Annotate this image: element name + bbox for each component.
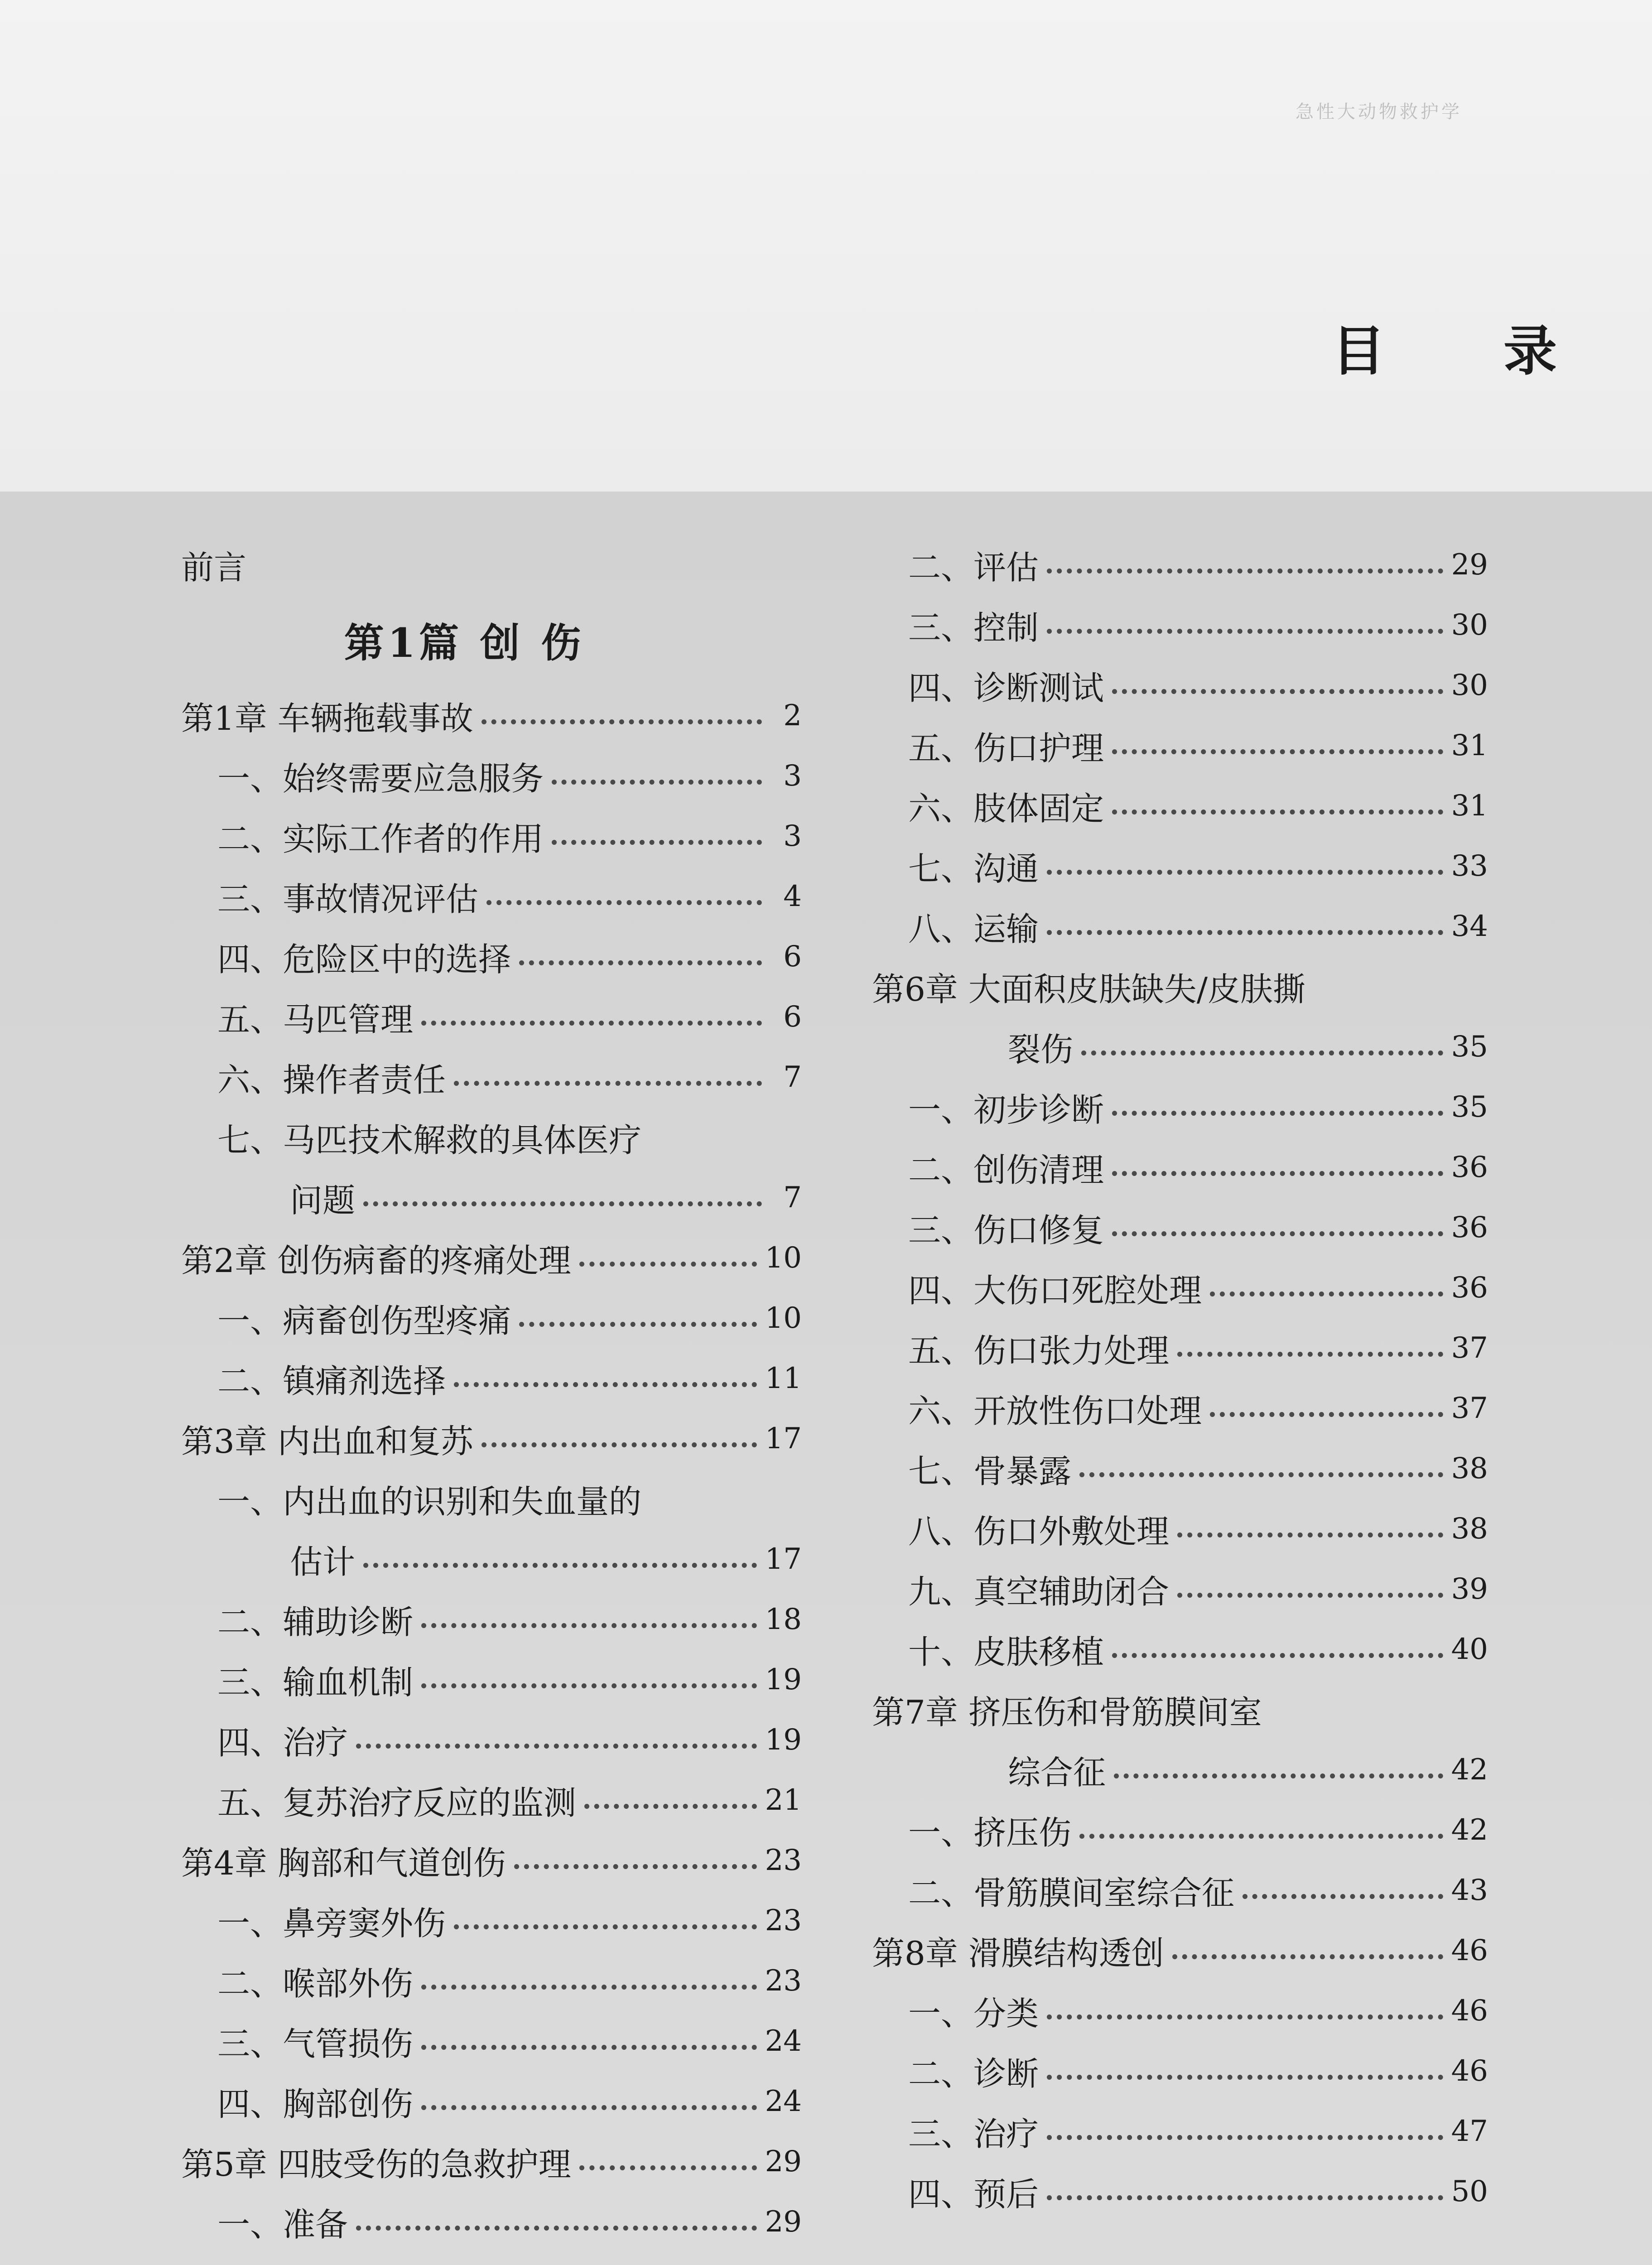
toc-label: 二、评估 bbox=[908, 548, 1039, 587]
toc-page-number: 17 bbox=[765, 1422, 802, 1455]
toc-page-number: 42 bbox=[1451, 1753, 1488, 1787]
dot-leader bbox=[519, 960, 762, 965]
toc-label: 二、辅助诊断 bbox=[217, 1603, 414, 1641]
toc-page-number: 31 bbox=[1451, 728, 1488, 762]
toc-page-number: 38 bbox=[1451, 1451, 1488, 1485]
toc-label: 三、输血机制 bbox=[217, 1663, 414, 1701]
toc-page-number: 7 bbox=[783, 1060, 802, 1094]
toc-page-number: 3 bbox=[783, 819, 802, 853]
toc-page-number: 46 bbox=[1451, 1933, 1488, 1967]
toc-section bbox=[181, 2071, 802, 2131]
toc-left-column bbox=[181, 535, 802, 2252]
toc-page-number: 18 bbox=[765, 1602, 802, 1636]
dot-leader bbox=[1047, 930, 1443, 935]
dot-leader bbox=[454, 1382, 757, 1387]
dot-leader bbox=[482, 1442, 757, 1447]
toc-section bbox=[181, 2192, 802, 2252]
toc-label: 二、实际工作者的作用 bbox=[217, 819, 544, 858]
dot-leader bbox=[1210, 1292, 1443, 1296]
toc-chapter bbox=[872, 1920, 1488, 1981]
dot-leader bbox=[356, 2226, 757, 2231]
toc-label: 五、伤口张力处理 bbox=[908, 1331, 1170, 1370]
toc-page-number: 37 bbox=[1451, 1391, 1488, 1425]
toc-chapter bbox=[181, 1830, 802, 1890]
toc-page-number: 31 bbox=[1451, 789, 1488, 823]
toc-label: 七、沟通 bbox=[908, 849, 1039, 888]
toc-chapter bbox=[181, 1228, 802, 1288]
toc-chapter bbox=[181, 685, 802, 746]
toc-label: 二、喉部外伤 bbox=[217, 1964, 414, 2003]
toc-label: 第4章 胸部和气道创伤 bbox=[181, 1844, 506, 1882]
toc-section bbox=[872, 1619, 1488, 1679]
dot-leader bbox=[1047, 629, 1443, 634]
toc-page-number: 23 bbox=[765, 1904, 802, 1937]
toc-page-number: 19 bbox=[765, 1663, 802, 1696]
dot-leader bbox=[1047, 569, 1443, 573]
toc-page-number: 37 bbox=[1451, 1331, 1488, 1365]
toc-label: 三、治疗 bbox=[908, 2115, 1039, 2153]
toc-page-number: 6 bbox=[783, 1000, 802, 1034]
toc-page-number: 33 bbox=[1451, 849, 1488, 883]
dot-leader bbox=[486, 900, 762, 905]
toc-section bbox=[872, 1258, 1488, 1318]
toc-section bbox=[872, 776, 1488, 836]
toc-label: 四、预后 bbox=[908, 2175, 1039, 2213]
dot-leader bbox=[1112, 689, 1443, 694]
toc-title: 目 录 bbox=[1332, 319, 1607, 382]
dot-leader bbox=[514, 1864, 757, 1869]
toc-section bbox=[872, 1137, 1488, 1197]
dot-leader bbox=[1210, 1412, 1443, 1417]
toc-label: 四、胸部创伤 bbox=[217, 2085, 414, 2123]
toc-section bbox=[872, 1318, 1488, 1378]
toc-label: 第2章 创伤病畜的疼痛处理 bbox=[181, 1241, 571, 1280]
dot-leader bbox=[1112, 749, 1443, 754]
toc-section bbox=[181, 1589, 802, 1649]
dot-leader bbox=[1047, 2135, 1443, 2140]
toc-page-number: 24 bbox=[765, 2024, 802, 2058]
dot-leader bbox=[421, 2045, 757, 2050]
toc-entry-continuation bbox=[181, 1167, 802, 1228]
toc-page-number: 29 bbox=[1451, 548, 1488, 582]
toc-label: 第1章 车辆拖载事故 bbox=[181, 699, 473, 737]
dot-leader bbox=[1047, 2014, 1443, 2019]
running-head: 急性大动物救护学 bbox=[1296, 101, 1462, 122]
toc-page-number: 35 bbox=[1451, 1030, 1488, 1064]
toc-label: 十、皮肤移植 bbox=[908, 1633, 1104, 1671]
toc-label: 问题 bbox=[290, 1181, 356, 1219]
toc-page-number: 36 bbox=[1451, 1271, 1488, 1305]
toc-page-number: 30 bbox=[1451, 608, 1488, 642]
toc-section bbox=[181, 1469, 802, 1529]
toc-label: 二、骨筋膜间室综合征 bbox=[908, 1874, 1235, 1912]
toc-section bbox=[872, 655, 1488, 715]
toc-section bbox=[872, 2041, 1488, 2101]
dot-leader bbox=[421, 1683, 757, 1688]
toc-label: 九、真空辅助闭合 bbox=[908, 1572, 1170, 1611]
toc-label: 六、肢体固定 bbox=[908, 789, 1104, 828]
toc-label: 七、马匹技术解救的具体医疗 bbox=[217, 1121, 642, 1159]
dot-leader bbox=[1047, 2195, 1443, 2200]
dot-leader bbox=[552, 780, 762, 785]
toc-label: 二、镇痛剂选择 bbox=[217, 1362, 446, 1400]
page-header-area bbox=[0, 0, 1652, 492]
toc-page-number: 4 bbox=[783, 879, 802, 913]
dot-leader bbox=[356, 1744, 757, 1749]
dot-leader bbox=[584, 1804, 757, 1809]
toc-section bbox=[181, 2011, 802, 2071]
toc-page-number: 23 bbox=[765, 1843, 802, 1877]
toc-section bbox=[872, 1981, 1488, 2041]
toc-label: 四、诊断测试 bbox=[908, 669, 1104, 707]
toc-page-number: 34 bbox=[1451, 909, 1488, 943]
toc-label: 第8章 滑膜结构透创 bbox=[872, 1934, 1164, 1972]
toc-label: 一、内出血的识别和失血量的 bbox=[217, 1482, 642, 1521]
dot-leader bbox=[1081, 1051, 1443, 1055]
toc-section bbox=[872, 1559, 1488, 1619]
toc-section bbox=[181, 1107, 802, 1167]
dot-leader bbox=[454, 1924, 757, 1929]
toc-page-number: 29 bbox=[765, 2205, 802, 2239]
toc-section bbox=[872, 595, 1488, 655]
toc-label: 一、分类 bbox=[908, 1994, 1039, 2033]
toc-section bbox=[872, 1438, 1488, 1499]
toc-page-number: 3 bbox=[783, 759, 802, 793]
toc-section bbox=[872, 1077, 1488, 1137]
toc-page-number: 40 bbox=[1451, 1632, 1488, 1666]
toc-label: 六、开放性伤口处理 bbox=[908, 1392, 1202, 1430]
toc-label: 估计 bbox=[290, 1542, 356, 1581]
toc-page-number: 42 bbox=[1451, 1813, 1488, 1847]
toc-label: 第6章 大面积皮肤缺失/皮肤撕 bbox=[872, 970, 1305, 1008]
toc-page-number: 24 bbox=[765, 2084, 802, 2118]
toc-label: 第3章 内出血和复苏 bbox=[181, 1422, 473, 1460]
dot-leader bbox=[421, 2105, 757, 2110]
toc-section bbox=[181, 987, 802, 1047]
toc-label: 四、危险区中的选择 bbox=[217, 940, 511, 978]
toc-label: 七、骨暴露 bbox=[908, 1452, 1072, 1490]
toc-label: 八、运输 bbox=[908, 910, 1039, 948]
toc-page-number: 29 bbox=[765, 2145, 802, 2178]
toc-page-number: 50 bbox=[1451, 2174, 1488, 2208]
dot-leader bbox=[363, 1563, 757, 1568]
toc-page-number: 2 bbox=[783, 699, 802, 733]
toc-section bbox=[872, 1197, 1488, 1258]
dot-leader bbox=[1112, 1231, 1443, 1236]
toc-right-column bbox=[872, 535, 1488, 2222]
toc-label: 第1篇 创 伤 bbox=[344, 619, 585, 666]
toc-label: 一、病畜创伤型疼痛 bbox=[217, 1301, 511, 1340]
toc-section bbox=[181, 1348, 802, 1408]
dot-leader bbox=[552, 840, 762, 845]
toc-section bbox=[872, 2101, 1488, 2161]
toc-page-number: 23 bbox=[765, 1964, 802, 1998]
toc-section bbox=[181, 1047, 802, 1107]
toc-label: 裂伤 bbox=[1008, 1030, 1074, 1069]
toc-label: 三、伤口修复 bbox=[908, 1211, 1104, 1249]
dot-leader bbox=[1079, 1834, 1443, 1839]
toc-page-number: 30 bbox=[1451, 668, 1488, 702]
toc-entry-continuation bbox=[872, 1740, 1488, 1800]
toc-page-number: 35 bbox=[1451, 1090, 1488, 1124]
toc-page-number: 17 bbox=[765, 1542, 802, 1576]
toc-page-number: 6 bbox=[783, 940, 802, 973]
toc-section bbox=[181, 1770, 802, 1830]
dot-leader bbox=[1047, 870, 1443, 875]
dot-leader bbox=[1112, 1653, 1443, 1658]
toc-page-number: 19 bbox=[765, 1723, 802, 1757]
dot-leader bbox=[1172, 1954, 1443, 1959]
toc-chapter bbox=[872, 1679, 1488, 1740]
toc-label: 三、事故情况评估 bbox=[217, 880, 479, 918]
toc-label: 三、气管损伤 bbox=[217, 2024, 414, 2063]
dot-leader bbox=[1112, 1111, 1443, 1116]
dot-leader bbox=[579, 1262, 757, 1267]
dot-leader bbox=[579, 2165, 757, 2170]
toc-label: 三、控制 bbox=[908, 608, 1039, 647]
toc-label: 八、伤口外敷处理 bbox=[908, 1512, 1170, 1551]
dot-leader bbox=[1114, 1773, 1443, 1778]
toc-label: 六、操作者责任 bbox=[217, 1060, 446, 1099]
toc-section bbox=[872, 896, 1488, 956]
toc-page-number: 36 bbox=[1451, 1210, 1488, 1244]
toc-label: 五、马匹管理 bbox=[217, 1000, 414, 1039]
dot-leader bbox=[421, 1985, 757, 1990]
toc-section bbox=[872, 1378, 1488, 1438]
dot-leader bbox=[363, 1201, 762, 1206]
dot-leader bbox=[1112, 1171, 1443, 1176]
toc-page-number: 46 bbox=[1451, 2054, 1488, 2088]
toc-label: 四、治疗 bbox=[217, 1723, 348, 1762]
toc-section bbox=[181, 1951, 802, 2011]
toc-label: 第5章 四肢受伤的急救护理 bbox=[181, 2145, 571, 2183]
toc-page-number: 43 bbox=[1451, 1873, 1488, 1907]
dot-leader bbox=[454, 1081, 762, 1086]
dot-leader bbox=[421, 1623, 757, 1628]
toc-section bbox=[181, 1288, 802, 1348]
dot-leader bbox=[1177, 1593, 1443, 1598]
toc-chapter bbox=[181, 1408, 802, 1469]
toc-entry-continuation bbox=[181, 1529, 802, 1589]
toc-label: 四、大伤口死腔处理 bbox=[908, 1271, 1202, 1310]
toc-page-number: 36 bbox=[1451, 1150, 1488, 1184]
toc-label: 二、创伤清理 bbox=[908, 1151, 1104, 1189]
toc-section bbox=[181, 866, 802, 926]
toc-page-number: 39 bbox=[1451, 1572, 1488, 1606]
toc-section bbox=[872, 535, 1488, 595]
toc-section bbox=[872, 715, 1488, 776]
dot-leader bbox=[1112, 810, 1443, 814]
dot-leader bbox=[482, 719, 762, 724]
toc-page-number: 10 bbox=[765, 1241, 802, 1275]
toc-label: 二、诊断 bbox=[908, 2054, 1039, 2093]
toc-label: 第7章 挤压伤和骨筋膜间室 bbox=[872, 1693, 1262, 1731]
toc-section bbox=[181, 1649, 802, 1710]
toc-page-number: 46 bbox=[1451, 1994, 1488, 2028]
toc-page-number: 21 bbox=[765, 1783, 802, 1817]
toc-part-heading bbox=[181, 595, 802, 685]
toc-page-number: 47 bbox=[1451, 2114, 1488, 2148]
toc-chapter bbox=[872, 956, 1488, 1017]
toc-label: 一、准备 bbox=[217, 2205, 348, 2244]
toc-page-number: 7 bbox=[783, 1181, 802, 1214]
toc-label: 一、始终需要应急服务 bbox=[217, 759, 544, 798]
toc-label: 五、复苏治疗反应的监测 bbox=[217, 1783, 577, 1822]
toc-label: 一、初步诊断 bbox=[908, 1090, 1104, 1129]
toc-page-number: 10 bbox=[765, 1301, 802, 1335]
toc-label: 五、伤口护理 bbox=[908, 729, 1104, 767]
toc-section bbox=[181, 1710, 802, 1770]
toc-page-number: 11 bbox=[765, 1361, 802, 1395]
dot-leader bbox=[1177, 1352, 1443, 1357]
toc-section bbox=[181, 806, 802, 866]
toc-section bbox=[181, 1890, 802, 1951]
toc-label: 综合征 bbox=[1008, 1753, 1106, 1792]
dot-leader bbox=[1079, 1472, 1443, 1477]
dot-leader bbox=[421, 1021, 762, 1026]
dot-leader bbox=[519, 1322, 757, 1327]
toc-section bbox=[872, 836, 1488, 896]
toc-entry-continuation bbox=[872, 1017, 1488, 1077]
toc-section bbox=[181, 746, 802, 806]
toc-section bbox=[872, 1800, 1488, 1860]
toc-section bbox=[872, 1860, 1488, 1920]
toc-section bbox=[872, 2161, 1488, 2222]
toc-label: 一、挤压伤 bbox=[908, 1813, 1072, 1852]
dot-leader bbox=[1177, 1532, 1443, 1537]
toc-chapter bbox=[181, 2131, 802, 2192]
toc-section bbox=[872, 1499, 1488, 1559]
toc-label: 一、鼻旁窦外伤 bbox=[217, 1904, 446, 1942]
dot-leader bbox=[1047, 2075, 1443, 2080]
toc-section bbox=[181, 926, 802, 987]
toc-page-number: 38 bbox=[1451, 1512, 1488, 1546]
toc-preface bbox=[181, 535, 802, 595]
dot-leader bbox=[1243, 1894, 1443, 1899]
toc-label: 前言 bbox=[181, 548, 247, 587]
